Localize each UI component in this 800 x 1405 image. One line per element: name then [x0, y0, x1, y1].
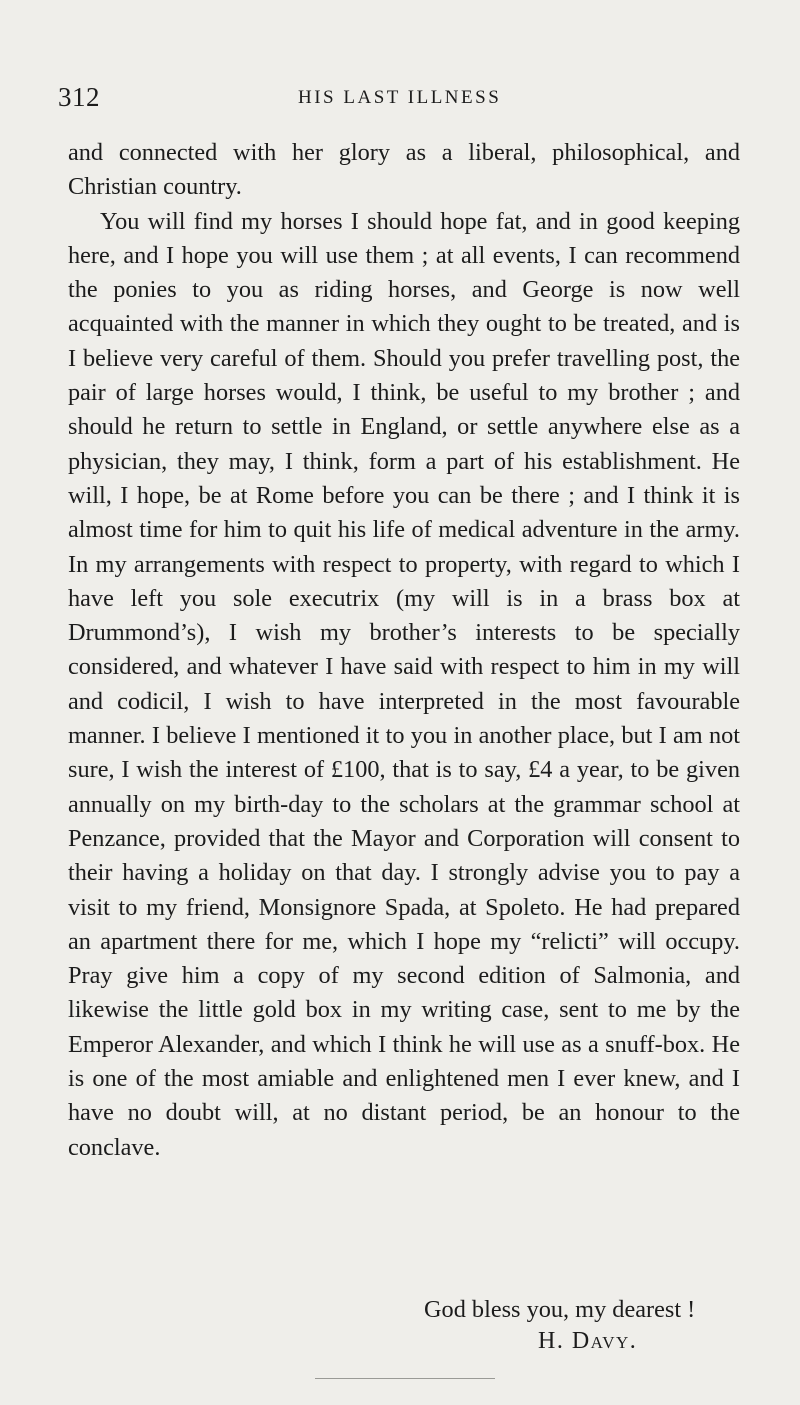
end-rule [315, 1378, 495, 1379]
letter-body [68, 136, 740, 1165]
paragraph-1: and connected with her glory as a liberal, philosophical, and Christian country. [68, 139, 740, 201]
signature: H. Davy. [538, 1328, 638, 1354]
valediction: God bless you, my dearest ! [424, 1296, 696, 1323]
page-number: 312 [58, 82, 100, 112]
page-header [58, 82, 758, 122]
paragraph-2: You will find my horses I should hope fat, and in good keeping here, and I hope you will use them ; at all events, I can recommend the ponies to you as riding horses, and George is now well acquainted with the manner in which they ought to be treated, and is I believe very careful of them. Should you prefer travelling post, the pair of large horses would, I think, be useful to my brother ; and should he return to settle in England, or settle anywhere else as a physician, they may, I think, form a part of his establishment. He will, I hope, be at Rome before you can be there ; and I think it is almost time for him to quit his life of medical adventure in the army. In my arrangements with respect to property, with regard to which I have left you sole executrix (my will is in a brass box at Drummond’s), I wish my brother’s interests to be specially considered, and whatever I have said with respect to him in my will and codicil, I wish to have interpreted in the most favourable manner. I believe I mentioned it to you in another place, but I am not sure, I wish the interest of £100, that is to say, £4 a year, to be given annually on my birth-day to the scholars at the grammar school at Penzance, provided that the Mayor and Corporation will consent to their having a holiday on that day. I strongly advise you to pay a visit to my friend, Monsignore Spada, at Spoleto. He had prepared an apartment there for me, which I hope my “relicti” will occupy. Pray give him a copy of my second edition of Salmonia, and likewise the little gold box in my writing case, sent to me by the Emperor Alexander, and which I think he will use as a snuff-box. He is one of the most amiable and enlightened men I ever knew, and I have no doubt will, at no distant period, be an honour to the conclave. [68, 207, 740, 1161]
running-head: HIS LAST ILLNESS [298, 87, 502, 108]
